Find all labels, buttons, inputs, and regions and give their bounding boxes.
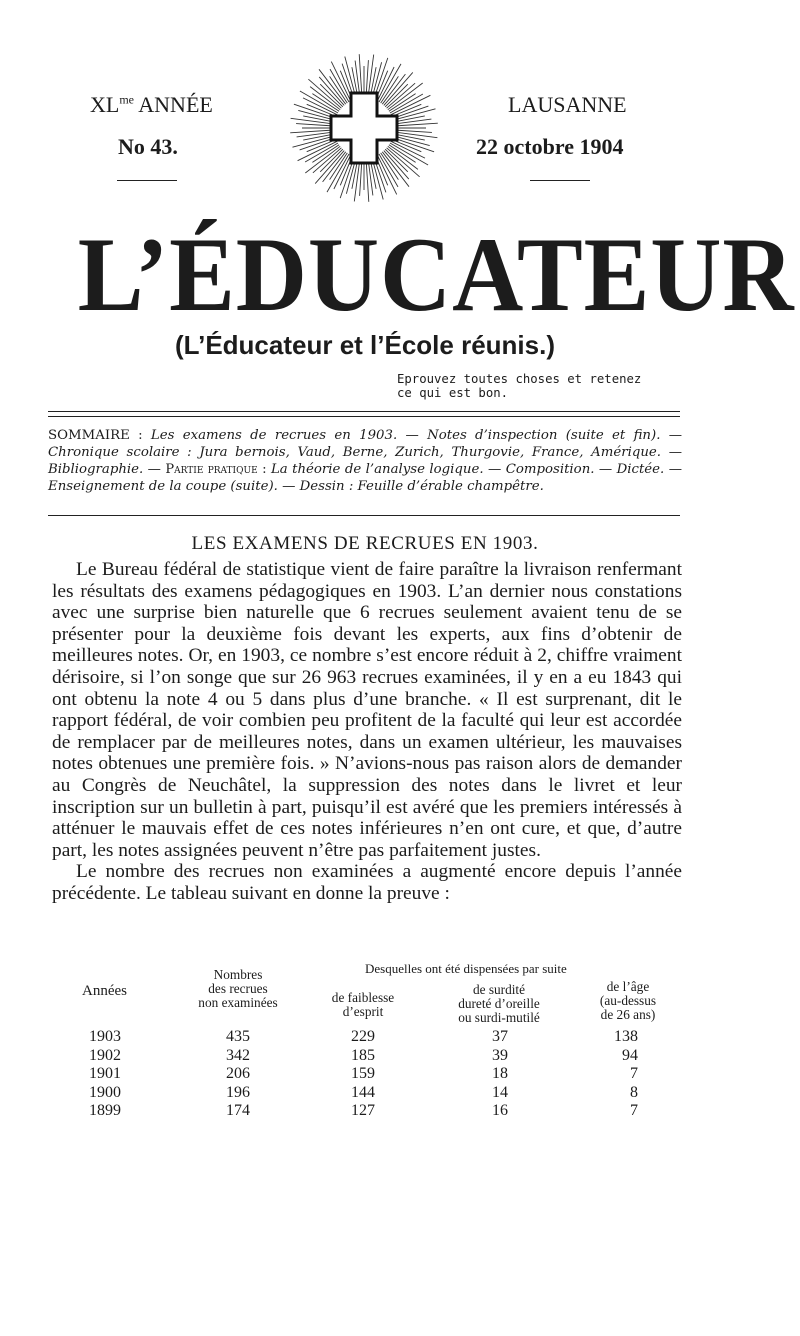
group-header: Desquelles ont été dispensées par suite	[365, 961, 567, 976]
cell-year: 1899	[89, 1102, 121, 1120]
cell-faiblesse: 229	[351, 1028, 375, 1045]
header-nombres: Nombres des recrues non examinées	[198, 967, 278, 1010]
article-paragraph-1: Le Bureau fédéral de statistique vient de faire paraître la livraison renfermant les résultats des examens pédagogiques en 1903. L’an dernier nous constations avec une surprise bien naturelle que 6 recrues seulement avaient tenu de se présenter pour la deuxième fois devant les experts, aux fins d’obtenir de meilleures notes. Or, en 1903, ce nombre s’est encore réduit à 2, chiffre vraiment dérisoire, si l’on songe que sur 26 963 recrues examinées, il y en a eu 1843 qui ont obtenu la note 4 ou 5 dans plus d’une branche. « Il est surprenant, dit le rapport fédéral, de voir combien peu profitent de la faculté qui leur est accordée de remplacer par de meilleures notes, dans un examen ultérieur, les mauvaises notes obtenues une première fois. » N’avions-nous pas raison alors de demander au Congrès de Neuchâtel, la suppression des notes dans le livret et leur inscription sur un bulletin à part, puisqu’il est avéré que les premiers intéressés à atténuer le mauvais effet de ces notes inférieures n’en ont cure, et que, d’autre part, les notes assignées peuvent n’être pas parfaitement justes.	[52, 559, 682, 861]
sommaire-part-1: Les examens de recrues en 1903. — Notes d’inspection (suite et fin). — Chronique scolaire : Jura bernois, Vaud, Berne, Zurich, Thurgovie, France, Amérique. — Bibliographie. —	[48, 428, 683, 477]
cell-total: 206	[226, 1065, 250, 1083]
article-body	[52, 559, 682, 905]
sommaire-part-2: La théorie de l’analyse logique. — Composition. — Dictée. — Enseignement de la coupe (suite). — Dessin : Feuille d’érable champêtre.	[48, 462, 682, 494]
cell-age: 8	[630, 1083, 638, 1101]
motto-line-2: ce qui est bon.	[397, 386, 509, 400]
cell-surdite: 18	[492, 1065, 508, 1083]
cell-year: 1903	[89, 1028, 121, 1045]
cell-age: 94	[622, 1046, 638, 1064]
header-surdite: de surdité dureté d’oreille ou surdi-mutilé	[458, 982, 540, 1025]
swiss-cross-emblem	[289, 48, 439, 208]
sommaire-label: SOMMAIRE :	[48, 428, 151, 443]
cell-faiblesse: 127	[351, 1102, 375, 1120]
cell-surdite: 37	[492, 1028, 508, 1045]
header-left-rule	[117, 180, 177, 181]
motto	[397, 372, 667, 400]
article-title: LES EXAMENS DE RECRUES EN 1903.	[191, 533, 539, 554]
article-paragraph-2: Le nombre des recrues non examinées a augmenté encore depuis l’année précédente. Le tableau suivant en donne la preuve :	[52, 861, 682, 904]
issue-date: 22 octobre 1904	[476, 134, 624, 159]
cell-surdite: 39	[492, 1046, 508, 1064]
cell-faiblesse: 185	[351, 1046, 375, 1064]
cell-age: 7	[630, 1065, 638, 1083]
cell-faiblesse: 144	[351, 1083, 375, 1101]
motto-line-1: Eprouvez toutes choses et retenez	[397, 372, 642, 386]
city: LAUSANNE	[508, 92, 627, 117]
cell-faiblesse: 159	[351, 1065, 375, 1083]
rule-bottom	[48, 515, 680, 516]
rule-top-2	[48, 416, 680, 417]
masthead-title: L’ÉDUCATEUR	[77, 216, 795, 333]
cell-year: 1901	[89, 1065, 121, 1083]
rule-top-1	[48, 411, 680, 412]
cell-age: 138	[614, 1028, 638, 1045]
cell-year: 1900	[89, 1083, 121, 1101]
cell-surdite: 16	[492, 1102, 508, 1120]
header-right-rule	[530, 180, 590, 181]
cell-year: 1902	[89, 1046, 121, 1064]
cell-total: 174	[226, 1102, 250, 1120]
cell-age: 7	[630, 1102, 638, 1120]
header-faiblesse: de faiblesse d’esprit	[331, 990, 395, 1019]
header-annees: Années	[82, 983, 127, 999]
partie-pratique-label: Partie pratique	[165, 462, 258, 477]
cell-total: 435	[226, 1028, 250, 1045]
cell-surdite: 14	[492, 1083, 508, 1101]
masthead-subtitle: (L’Éducateur et l’École réunis.)	[175, 330, 555, 360]
header-age: de l’âge (au-dessus de 26 ans)	[599, 979, 657, 1022]
table-of-contents: SOMMAIRE : Les examens de recrues en 1903. — Notes d’inspection (suite et fin). — Chronique scolaire : Jura bernois, Vaud, Berne, Zurich, Thurgovie, France, Amérique. — Bibliographie. — Partie pratique : La théorie de l’analyse logique. — Composition. — Dictée. — Enseignement de la coupe (suite). — Dessin : Feuille d’érable champêtre.	[48, 428, 683, 494]
issue-number: No 43.	[118, 134, 178, 159]
cell-total: 196	[226, 1083, 250, 1101]
cell-total: 342	[226, 1046, 250, 1064]
year-label: $XL^{me}$ ANNÉE	[90, 92, 213, 117]
